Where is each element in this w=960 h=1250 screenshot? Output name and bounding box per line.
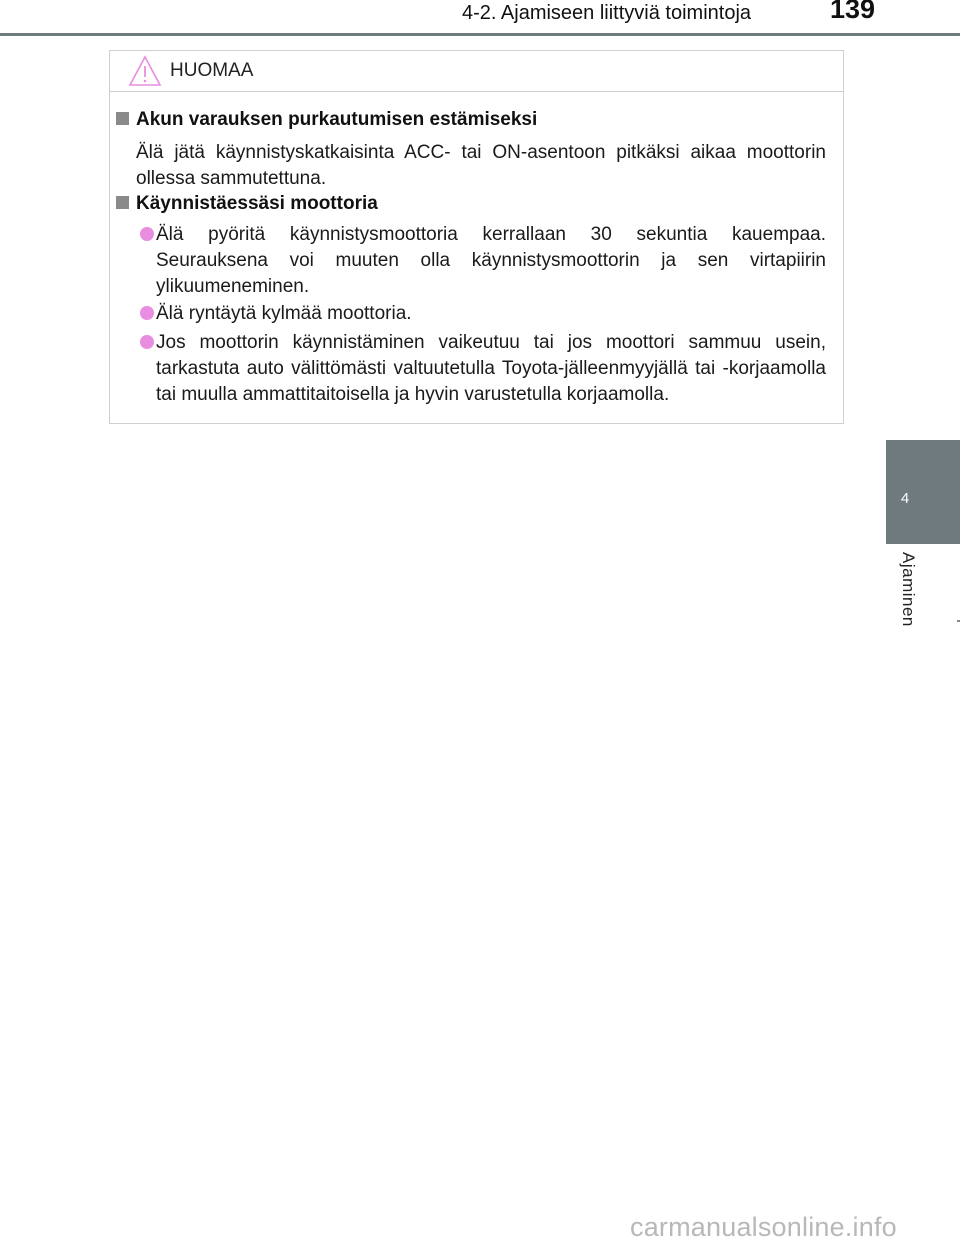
square-bullet-icon bbox=[116, 112, 129, 125]
round-bullet-icon bbox=[140, 335, 154, 349]
notice-box bbox=[109, 50, 844, 424]
section-heading-text: Akun varauksen purkautumisen estämiseksi bbox=[136, 109, 538, 130]
page-number: 139 bbox=[830, 0, 876, 24]
round-bullet-icon bbox=[140, 306, 154, 320]
square-bullet-icon bbox=[116, 196, 129, 209]
section-heading-text: Käynnistäessäsi moottoria bbox=[136, 193, 378, 214]
bullet-text: Älä ryntäytä kylmää moottoria. bbox=[156, 303, 412, 324]
chapter-label: Ajaminen bbox=[899, 552, 918, 627]
battery-paragraph: Älä jätä käynnistyskatkaisinta ACC- tai ON-asentoon pitkäksi aikaa moottorin ollessa sammutettuna. bbox=[136, 142, 826, 189]
warning-triangle-icon bbox=[128, 55, 162, 87]
chapter-tab bbox=[886, 440, 960, 544]
notice-title: HUOMAA bbox=[170, 60, 254, 81]
section-title: 4-2. Ajamiseen liittyviä toimintoja bbox=[462, 2, 752, 24]
notice-header bbox=[110, 51, 843, 92]
bullet-text: Älä pyöritä käynnistysmoottoria kerrallaan 30 sekuntia kauempaa. Seurauksena voi muuten olla käynnistysmoottorin ja sen virtapiirin ylikuumeneminen. bbox=[156, 224, 826, 297]
header-divider bbox=[0, 33, 960, 36]
section-heading-starting bbox=[116, 193, 378, 215]
bullet-item bbox=[136, 330, 826, 408]
round-bullet-icon bbox=[140, 227, 154, 241]
bullet-item bbox=[136, 222, 826, 300]
watermark: carmanualsonline.info bbox=[630, 1212, 897, 1242]
section-heading-battery bbox=[116, 109, 537, 131]
chapter-number: 4 bbox=[900, 490, 910, 507]
bullet-item bbox=[136, 301, 826, 327]
bullet-text: Jos moottorin käynnistäminen vaikeutuu tai jos moottori sammuu usein, tarkastuta auto välittömästi valtuutetulla Toyota-jälleenmyyjällä tai -korjaamolla tai muulla ammattitaitoisella ja hyvin varustetulla korjaamolla. bbox=[156, 332, 826, 405]
